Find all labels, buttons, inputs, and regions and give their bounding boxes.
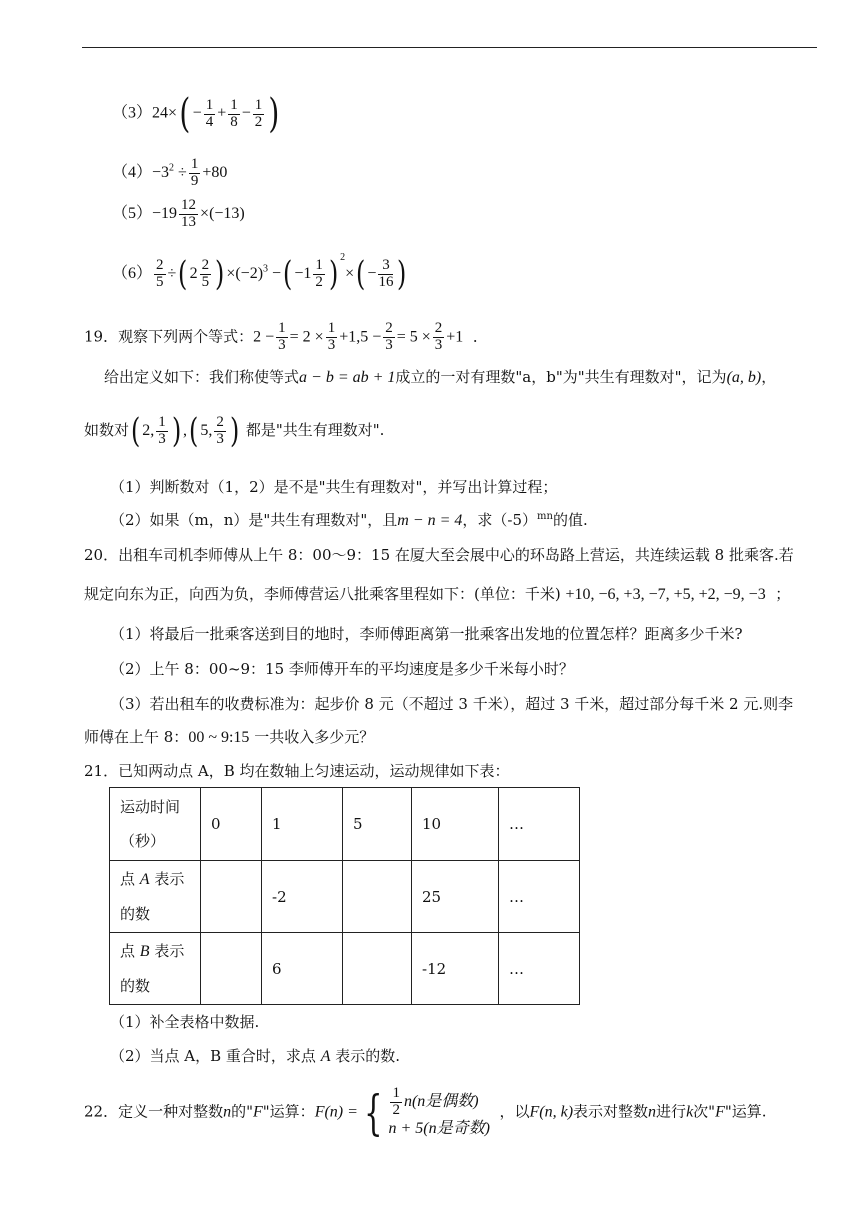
q22-definition: 22．定义一种对整数n的"F"运算：F(n) = { $\frac{1}{2}$ n(n是偶数) n + 5(n是奇数) ，以F(n, k)表示对整数n进行k次"F"运算. (84, 1084, 767, 1141)
paren-open: ( (283, 254, 293, 295)
table-cell: 10 (412, 788, 499, 861)
table-cell: 0 (201, 788, 262, 861)
q18-part4: $(4)-3^2$ ÷ $\frac{1}{9}$ +80 (112, 156, 228, 189)
table-cell: … (499, 788, 580, 861)
q19-definition: 给出定义如下：我们称使等式a − b = ab + 1成立的一对有理数"a，b"为"共生有理数对"，记为(a, b)， (104, 368, 777, 386)
table-cell (343, 933, 412, 1005)
fraction: $\frac{1}{2}$ (315, 257, 323, 290)
fraction: $\frac{1}{3}$ (327, 320, 336, 353)
table-cell: 6 (262, 933, 343, 1005)
table-cell: … (499, 861, 580, 933)
paren-close: ) (171, 411, 182, 451)
q20-part2: （2）上午 8：00~9：15 李师傅开车的平均速度是多少千米每小时？ (110, 660, 574, 678)
piecewise-cases: $\frac{1}{2}$ n(n是偶数) n + 5(n是奇数) (388, 1085, 490, 1137)
q19-example: 如数对( 2, $\frac{1}{3}$ ) ,( 5, $\frac{2}{3}$ ) 都是"共生有理数对". (84, 411, 385, 451)
fraction: $\frac{1}{3}$ (158, 413, 166, 447)
table-cell (343, 861, 412, 933)
fraction: $\frac{2}{5}$ (201, 257, 210, 290)
fraction: $\frac{1}{4}$ (205, 96, 214, 130)
q20-part3-line1: （3）若出租车的收费标准为：起步价 8 元（不超过 3 千米），超过 3 千米，超过部分每千米 2 元.则李 (110, 695, 794, 713)
fraction: $\frac{2}{3}$ (434, 320, 443, 353)
paren-close: ) (215, 254, 225, 295)
paren-open: ( (179, 91, 191, 137)
fraction: $\frac{2}{3}$ (385, 320, 393, 353)
fraction: $\frac{1}{2}$ (254, 96, 263, 130)
table-cell: … (499, 933, 580, 1005)
fraction: $\frac{2}{5}$ (156, 257, 164, 290)
paren-open: ( (189, 411, 199, 451)
fraction: $\frac{1}{9}$ (190, 156, 199, 189)
table-cell: -12 (412, 933, 499, 1005)
q21-part1: （1）补全表格中数据. (110, 1013, 260, 1031)
q19-part2: （2）如果（m，n）是"共生有理数对"，且m − n = 4，求$(-5)^{mn}$的值. (110, 511, 588, 529)
paren-open: ( (131, 411, 141, 451)
table-cell: -2 (262, 861, 343, 933)
paren-close: ) (268, 91, 280, 137)
table-cell: 5 (343, 788, 412, 861)
left-brace: { (364, 1084, 383, 1141)
q18-part3: （3）24×( − $\frac{1}{4}$ + $\frac{1}{8}$ − $\frac{1}{2}$ ) (112, 91, 280, 137)
q19-part1: （1）判断数对（1，2）是不是"共生有理数对"，并写出计算过程； (110, 478, 558, 496)
paren-close: ) (397, 254, 407, 295)
row-header: 点 A 表示 的数 (110, 861, 201, 933)
fraction: $\frac{1}{8}$ (230, 96, 238, 130)
fraction: $\frac{12}{13}$ (181, 197, 197, 230)
table-cell: 25 (412, 861, 499, 933)
q20-part1: （1）将最后一批乘客送到目的地时，李师傅距离第一批乘客出发地的位置怎样？距离多少千米? (110, 625, 743, 643)
table-row (110, 933, 580, 1005)
q18-part5: （5）−19 $\frac{12}{13}$ ×(−13) (112, 197, 245, 230)
q19-intro: 19．观察下列两个等式：2 − $\frac{1}{3}$ = 2 × $\frac{1}{3}$ +1,5 − $\frac{2}{3}$ = 5 × $\frac{2}{3}$ +1 ． (84, 320, 488, 353)
table-cell: 1 (262, 788, 343, 861)
q21-intro: 21．已知两动点 A，B 均在数轴上匀速运动，运动规律如下表： (84, 762, 510, 780)
table-cell (201, 861, 262, 933)
header-rule (82, 47, 817, 48)
q18-part6: （6） $\frac{2}{5}$ ÷( 2 $\frac{2}{5}$ ) $\times(-2)^3$ −( −1 $\frac{1}{2}$ ) $^2$×( − $\frac{3}{16}$ ) (112, 252, 407, 295)
q21-part2: （2）当点 A，B 重合时，求点 A 表示的数. (110, 1047, 401, 1065)
row-header: 运动时间 （秒） (110, 788, 201, 861)
fraction: $\frac{2}{3}$ (216, 413, 224, 447)
paren-open: ( (356, 254, 366, 295)
table-cell (201, 933, 262, 1005)
q20-line1: 20．出租车司机李师傅从上午 8：00～9：15 在厦大至会展中心的环岛路上营运，共连续运载 8 批乘客.若 (84, 546, 794, 564)
q20-part3-line2: 师傅在上午 8：00 ~ 9:15 一共收入多少元？ (84, 728, 375, 746)
q20-line2: 规定向东为正，向西为负，李师傅营运八批乘客里程如下：(单位：千米) +10, −6, +3, −7, +5, +2, −9, −3 ； (84, 585, 791, 603)
fraction: $\frac{1}{3}$ (278, 320, 286, 353)
row-header: 点 B 表示 的数 (110, 933, 201, 1005)
motion-table (109, 787, 580, 1005)
paren-close: ) (328, 254, 339, 295)
table-row (110, 861, 580, 933)
paren-close: ) (229, 411, 240, 451)
fraction: $\frac{3}{16}$ (378, 257, 394, 290)
table-row (110, 788, 580, 861)
paren-open: ( (178, 254, 188, 295)
